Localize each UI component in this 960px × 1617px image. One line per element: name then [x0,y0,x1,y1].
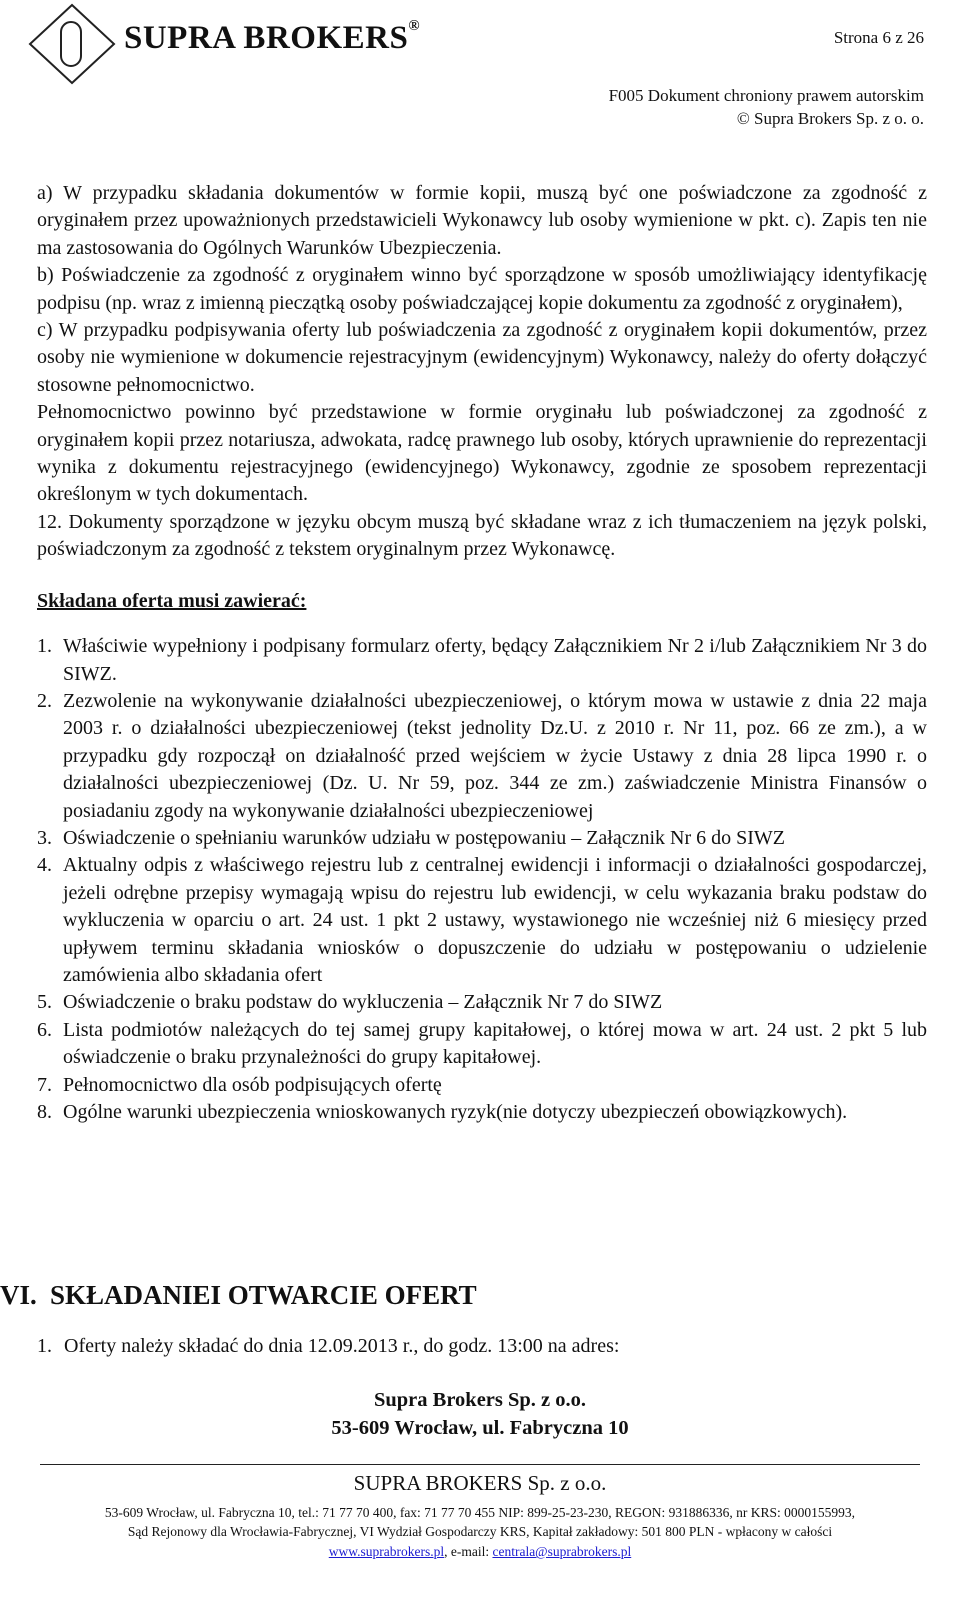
website-link[interactable]: www.suprabrokers.pl [328,1544,445,1559]
footer-contact-line: 53-609 Wrocław, ul. Fabryczna 10, tel.: 71 77 70 400, fax: 71 77 70 455 NIP: 899-25-23-230, REGON: 931886336, nr KRS: 0000155993, [104,1505,856,1520]
paragraph-power-of-attorney: Pełnomocnictwo powinno być przedstawione w formie oryginału lub poświadczonej za zgodność z oryginałem kopii przez notariusza, adwokata, radcę prawnego lub osoby, których uprawnienie do reprezentacji wynika z dokumentu rejestracyjnego (ewidencyjnego) Wykonawcy, zgodnie ze sposobem reprezentacji określonym w tych dokumentach. [37,401,927,506]
offer-heading: Składana oferta musi zawierać: [37,589,307,612]
paragraph-c: c) W przypadku podpisywania oferty lub poświadczenia za zgodność z oryginałem kopii dokumentów, przez osoby nie wymienione w dokumencie rejestracyjnym (ewidencyjnym) Wykonawcy, należy do oferty dołączyć stosowne pełnomocnictwo. [37,319,927,396]
page-number: Strona 6 z 26 [833,28,924,47]
section-heading: VI. SKŁADANIEI OTWARCIE OFERT [0,1280,477,1310]
document-code-line: F005 Dokument chroniony prawem autorskim [608,86,924,105]
footer-links: www.suprabrokers.pl, e-mail: centrala@suprabrokers.pl [328,1544,632,1559]
offer-item-1: 1. Właściwie wypełniony i podpisany formularz oferty, będący Załącznikiem Nr 2 i/lub Załącznikiem Nr 3 do SIWZ. [37,635,927,685]
offer-item-3: 3. Oświadczenie o spełnianiu warunków udziału w postępowaniu – Załącznik Nr 6 do SIWZ [37,826,786,849]
footer-registry-line: Sąd Rejonowy dla Wrocławia-Fabrycznej, VI Wydział Gospodarczy KRS, Kapitał zakładowy: 501 800 PLN - wpłacony w całości [127,1524,833,1539]
offer-item-8: 8. Ogólne warunki ubezpieczenia wnioskowanych ryzyk(nie dotyczy ubezpieczeń obowiązkowych). [37,1101,848,1123]
deadline-item: 1. Oferty należy składać do dnia 12.09.2013 r., do godz. 13:00 na adres: [37,1335,620,1357]
paragraph-b: b) Poświadczenie za zgodność z oryginałem winno być sporządzone w sposób umożliwiający identyfikację podpisu (np. wraz z imienną pieczątką osoby poświadczającej kopie dokumentu za zgodność z oryginałem), [37,264,927,314]
address-company: Supra Brokers Sp. z o.o. [373,1389,587,1411]
brand-name: SUPRA BROKERS® [124,18,421,56]
document-body [37,180,927,1126]
footer-divider [40,1464,920,1465]
offer-item-5: 5. Oświadczenie o braku podstaw do wykluczenia – Załącznik Nr 7 do SIWZ [37,991,663,1014]
address-street: 53-609 Wrocław, ul. Fabryczna 10 [331,1417,629,1439]
registered-mark: ® [408,18,421,34]
offer-item-4: 4. Aktualny odpis z właściwego rejestru lub z centralnej ewidencji i informacji o działalności gospodarczej, jeżeli odrębne przepisy wymagają wpisu do rejestru lub ewidencji, w celu wykazania braku podstaw do wykluczenia w oparciu o art. 24 ust. 1 pkt 2 ustawy, wystawionego nie wcześniej niż 6 miesięcy przed upływem terminu składania wniosków o dopuszczenie do udziału w postępowaniu o udzielenie zamówienia albo składania ofert [37,854,927,986]
paragraph-a: a) W przypadku składania dokumentów w formie kopii, muszą być one poświadczone za zgodność z oryginałem przez upoważnionych przedstawicieli Wykonawcy lub osoby wymienione w pkt. c). Zapis ten nie ma zastosowania do Ogólnych Warunków Ubezpieczenia. [37,182,927,259]
offer-item-6: 6. Lista podmiotów należących do tej samej grupy kapitałowej, o której mowa w art. 24 ust. 2 pkt 5 lub oświadczenie o braku przynależności do grupy kapitałowej. [37,1018,927,1069]
offer-item-2: 2. Zezwolenie na wykonywanie działalności ubezpieczeniowej, o którym mowa w ustawie z dnia 22 maja 2003 r. o działalności ubezpieczeniowej (tekst jednolity Dz.U. z 2010 r. Nr 11, poz. 66 ze zm.), a w przypadku gdy rozpoczął on działalność przed wejściem w życie Ustawy z dnia 28 lipca 1990 r. o działalności ubezpieczeniowej (Dz. U. Nr 59, poz. 344 ze zm.) zaświadczenie Ministra Finansów o posiadaniu zgody na wykonywanie działalności ubezpieczeniowej [37,689,927,822]
email-link[interactable]: centrala@suprabrokers.pl [492,1544,632,1559]
paragraph-12: 12. Dokumenty sporządzone w języku obcym muszą być składane wraz z ich tłumaczeniem na język polski, poświadczonym za zgodność z tekstem oryginalnym przez Wykonawcę. [37,510,927,561]
offer-item-7: 7. Pełnomocnictwo dla osób podpisujących ofertę [37,1073,442,1096]
footer-company-name: SUPRA BROKERS Sp. z o.o. [353,1471,607,1495]
copyright-line: © Supra Brokers Sp. z o. o. [736,109,924,128]
logo-icon [26,2,118,86]
